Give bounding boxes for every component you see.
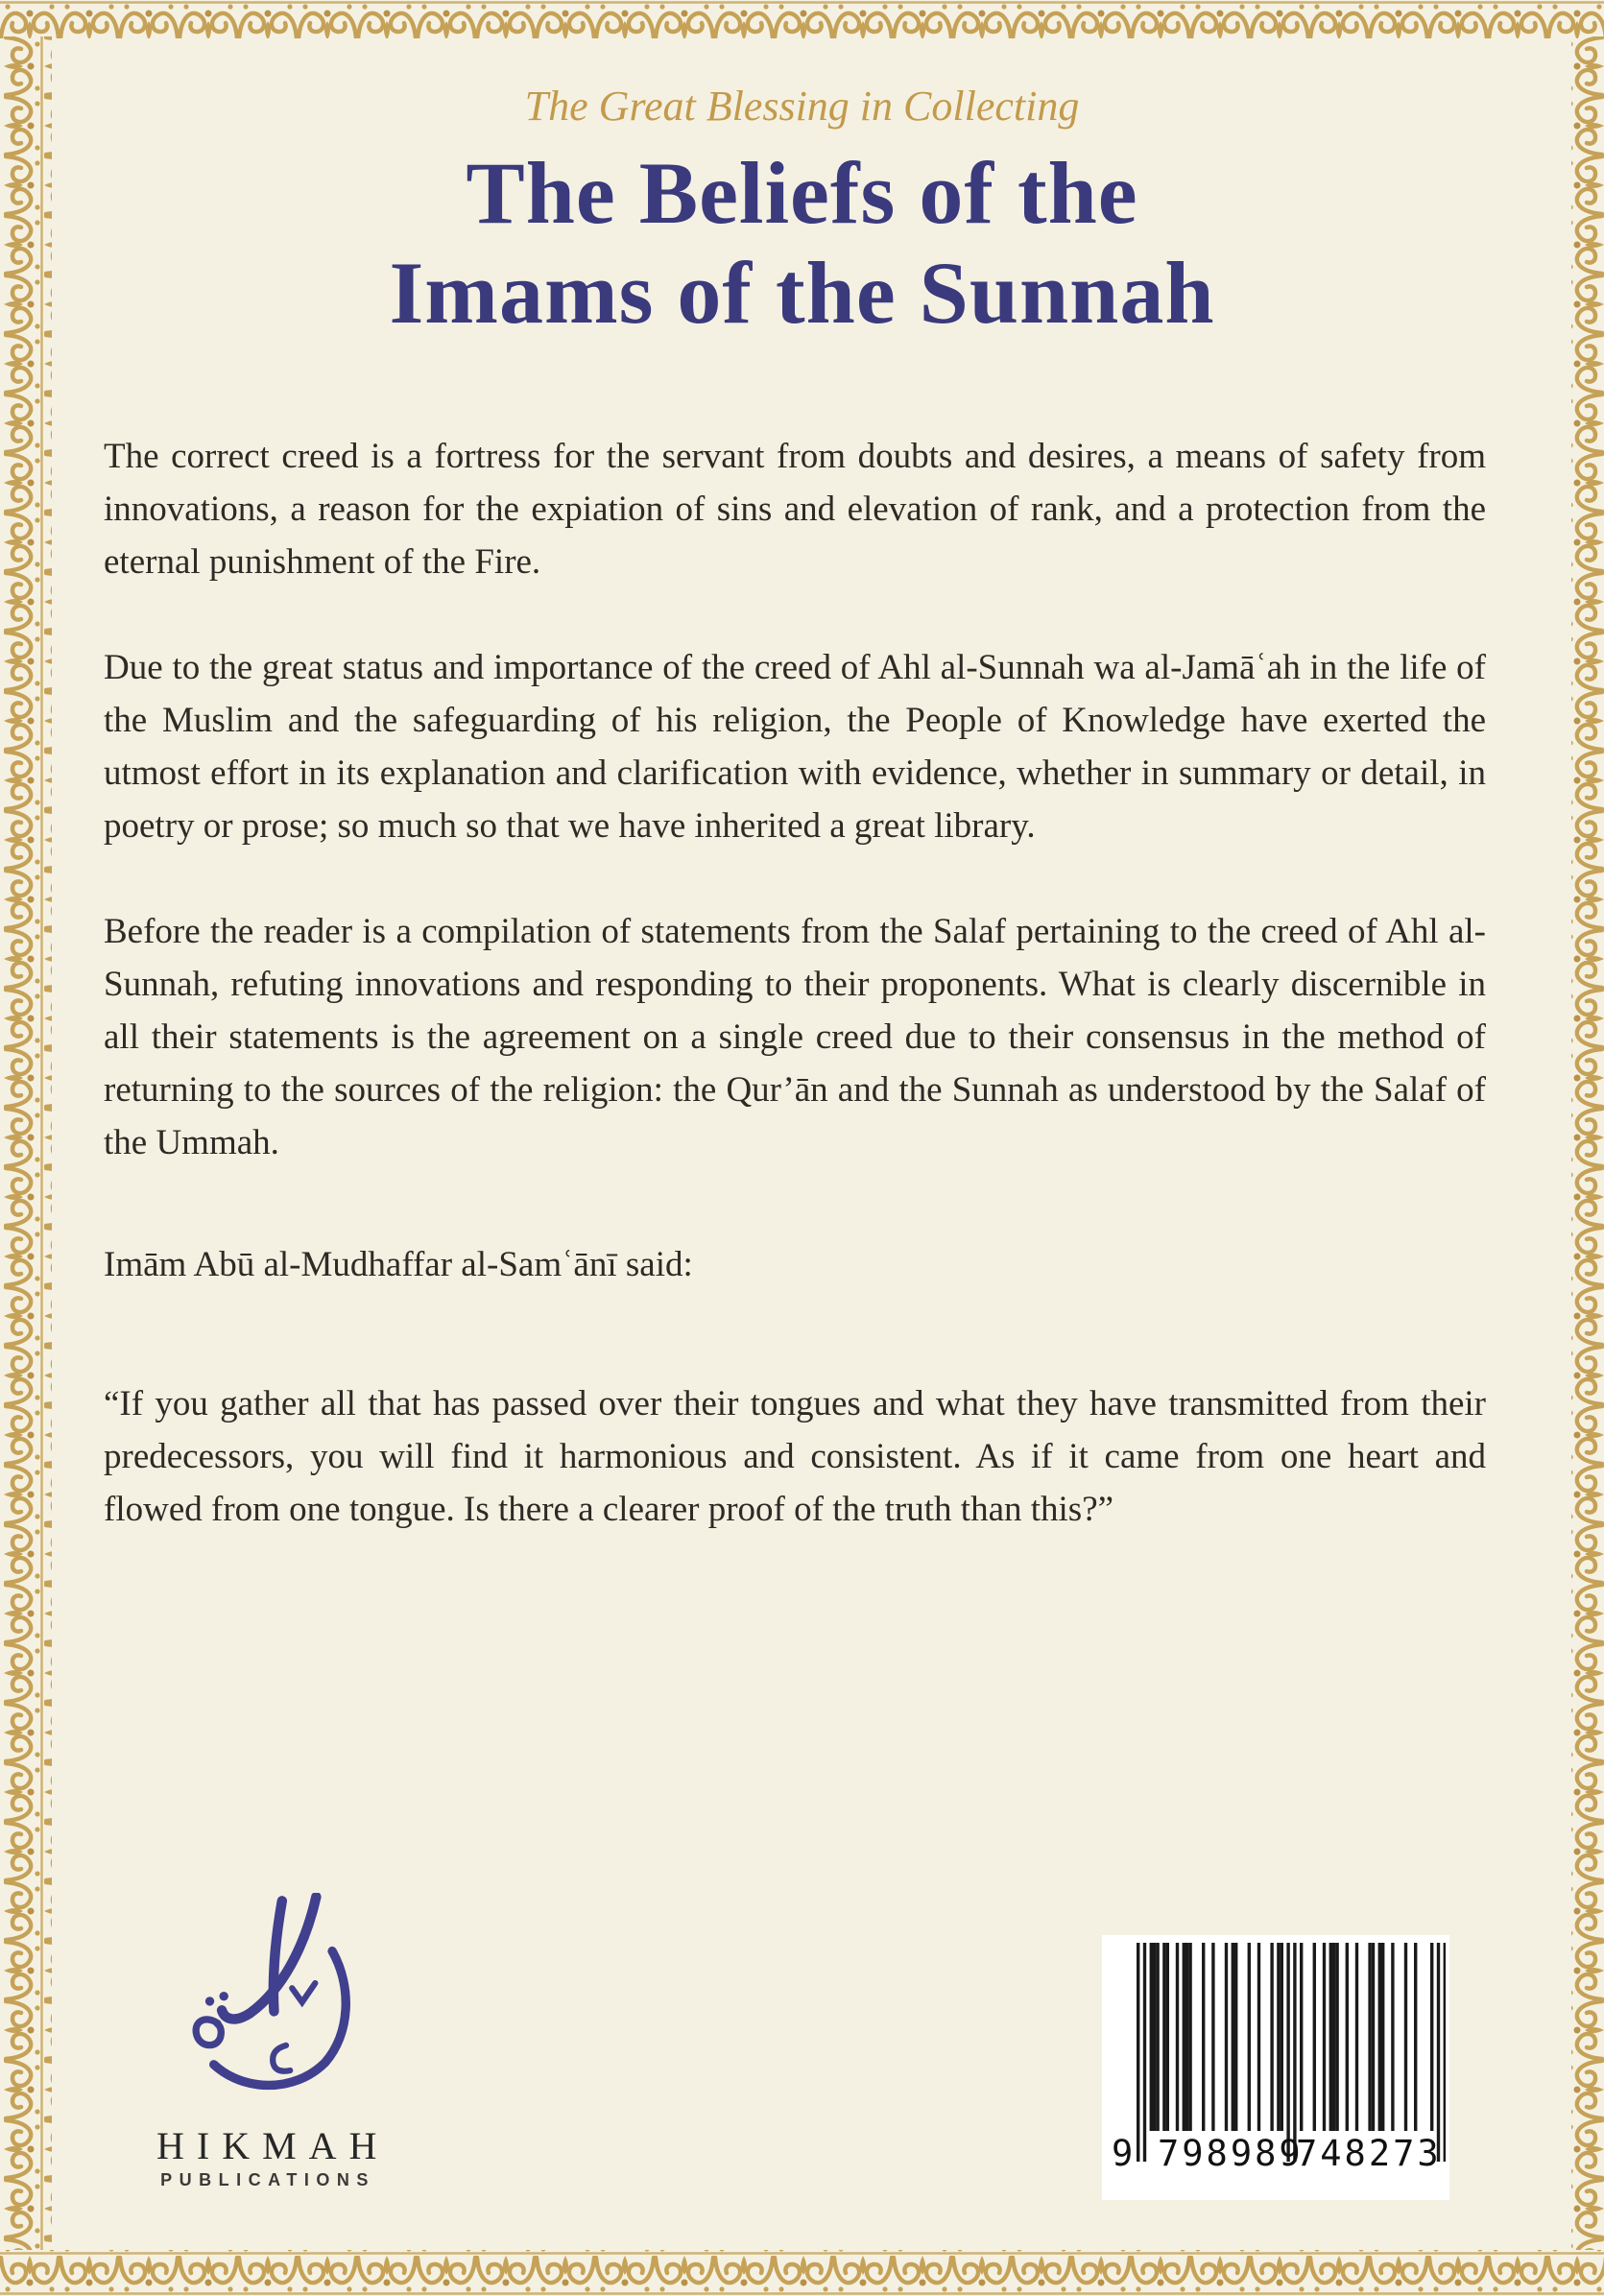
series-tagline: The Great Blessing in Collecting	[524, 83, 1080, 130]
barcode-bars	[1108, 1943, 1446, 2194]
imam-quote: “If you gather all that has passed over their tongues and what they have transmitted from their predecessors, you will find it harmonious and consistent. As if it came from one heart and flowed from one tongue. Is there a clearer proof of the truth than this?”	[104, 1383, 1486, 1529]
blurb-paragraph: Before the reader is a compilation of statements from the Salaf pertaining to the creed of Ahl al-Sunnah, refuting innovations and responding to their proponents. What is clearly discernible in all their statements is the agreement on a single creed due to their consensus in the method of returning to the sources of the religion: the Qur’ān and the Sunnah as understood by the Salaf of the Ummah.	[104, 911, 1486, 1162]
hikmah-calligraphy-icon	[163, 1893, 365, 2114]
svg-text:9: 9	[1112, 2133, 1137, 2174]
book-title-line1: The Beliefs of the	[466, 144, 1138, 242]
svg-text:748273: 748273	[1296, 2133, 1442, 2174]
publisher-logo-block	[144, 1893, 390, 2190]
publisher-subtitle: PUBLICATIONS	[160, 2170, 375, 2189]
svg-text:798989: 798989	[1158, 2133, 1304, 2174]
quote-attribution: Imām Abū al-Mudhaffar al-Samʿānī said:	[104, 1244, 693, 1284]
isbn-barcode	[1102, 1935, 1449, 2200]
blurb-paragraph: The correct creed is a fortress for the servant from doubts and desires, a means of safety from innovations, a reason for the expiation of sins and elevation of rank, and a protection from the eternal punishment of the Fire.	[104, 436, 1486, 582]
blurb-paragraph: Due to the great status and importance of the creed of Ahl al-Sunnah wa al-Jamāʿah in the life of the Muslim and the safeguarding of his religion, the People of Knowledge have exerted the utmost effort in its explanation and clarification with evidence, whether in summary or detail, in poetry or prose; so much so that we have inherited a great library.	[104, 647, 1486, 846]
publisher-name: HIKMAH	[156, 2124, 390, 2167]
back-cover-blurb	[104, 430, 1486, 1536]
book-title	[0, 144, 1604, 344]
book-title-line2: Imams of the Sunnah	[389, 243, 1215, 342]
